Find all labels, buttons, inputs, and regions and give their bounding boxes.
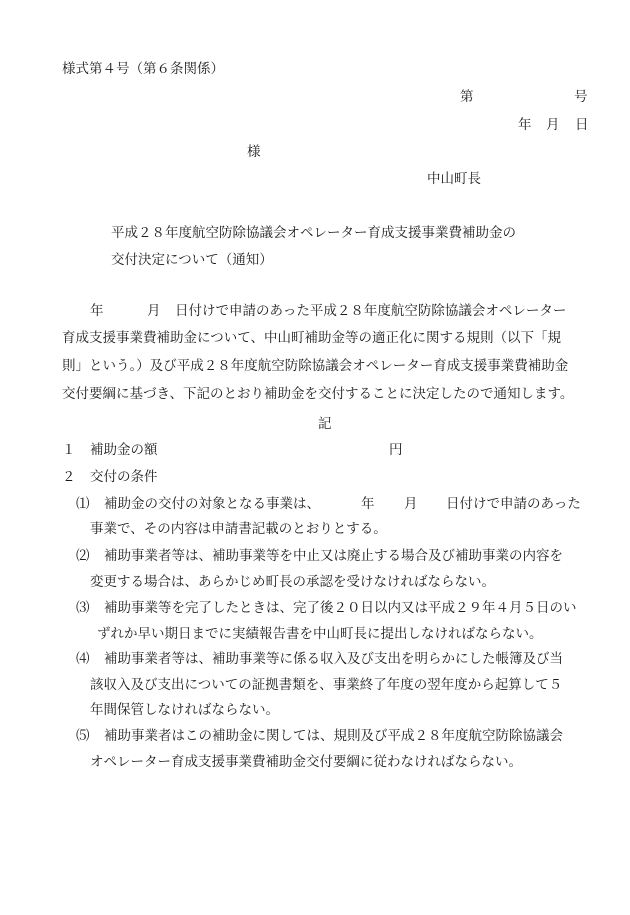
item-1-label: 補助金の額 [90, 442, 158, 458]
body-line-4: 交付要綱に基づき、下記のとおり補助金を交付することに決定したので通知します。 [62, 386, 574, 402]
condition-4-line-2: 該収入及び支出についての証拠書類を、事業終了年度の翌年度から起算して５ [90, 677, 563, 693]
condition-4-line-1: 補助事業者等は、補助事業等に係る収入及び支出を明らかにした帳簿及び当 [104, 651, 563, 667]
item-2-number: ２ [62, 469, 76, 485]
condition-2-line-2: 変更する場合は、あらかじめ町長の承認を受けなければならない。 [90, 574, 495, 590]
condition-1-line-1: 補助金の交付の対象となる事業は、 [104, 496, 320, 512]
doc-number-prefix: 第 [460, 89, 474, 105]
body-line-2: 育成支援事業費補助金について、中山町補助金等の適正化に関する規則（以下「規 [62, 330, 561, 346]
condition-4-line-3: 年間保管しなければならない。 [90, 702, 279, 718]
date-year-label: 年 [518, 117, 532, 133]
body-month-label: 月 [147, 303, 161, 319]
subject-line-2: 交付決定について（通知） [111, 252, 273, 268]
condition-1-month-label: 月 [404, 496, 418, 512]
condition-3-line-1: 補助事業等を完了したときは、完了後２０日以内又は平成２９年４月５日のい [104, 600, 577, 616]
condition-5-line-1: 補助事業者はこの補助金に関しては、規則及び平成２８年度航空防除協議会 [104, 728, 563, 744]
date-month-label: 月 [546, 117, 560, 133]
condition-4-number: ⑷ [76, 651, 90, 667]
condition-5-line-2: オペレーター育成支援事業費補助金交付要綱に従わなければならない。 [90, 754, 522, 770]
form-label: 様式第４号（第６条関係） [62, 61, 224, 77]
recipient-honorific: 様 [247, 144, 261, 160]
issuer-name: 中山町長 [427, 171, 481, 187]
body-year-label: 年 [90, 303, 104, 319]
doc-number-suffix: 号 [574, 89, 588, 105]
condition-1-year-label: 年 [361, 496, 375, 512]
body-line-1: 日付けで申請のあった平成２８年度航空防除協議会オペレーター [175, 303, 567, 319]
condition-2-number: ⑵ [76, 548, 90, 564]
item-1-unit: 円 [389, 442, 403, 458]
item-1-number: １ [62, 442, 76, 458]
condition-3-number: ⑶ [76, 600, 90, 616]
condition-1-line-1-end: 日付けで申請のあった [446, 496, 581, 512]
date-day-label: 日 [575, 117, 589, 133]
item-2-label: 交付の条件 [90, 469, 158, 485]
condition-3-line-2: ずれか早い期日までに実績報告書を中山町長に提出しなければならない。 [97, 626, 543, 642]
condition-1-line-2: 事業で、その内容は申請書記載のとおりとする。 [90, 521, 387, 537]
subject-line-1: 平成２８年度航空防除協議会オペレーター育成支援事業費補助金の [111, 225, 516, 241]
condition-1-number: ⑴ [76, 496, 90, 512]
condition-2-line-1: 補助事業者等は、補助事業等を中止又は廃止する場合及び補助事業の内容を [104, 548, 563, 564]
body-line-3: 則」という。）及び平成２８年度航空防除協議会オペレーター育成支援事業費補助金 [62, 358, 569, 374]
condition-5-number: ⑸ [76, 728, 90, 744]
ki-heading: 記 [318, 416, 332, 432]
